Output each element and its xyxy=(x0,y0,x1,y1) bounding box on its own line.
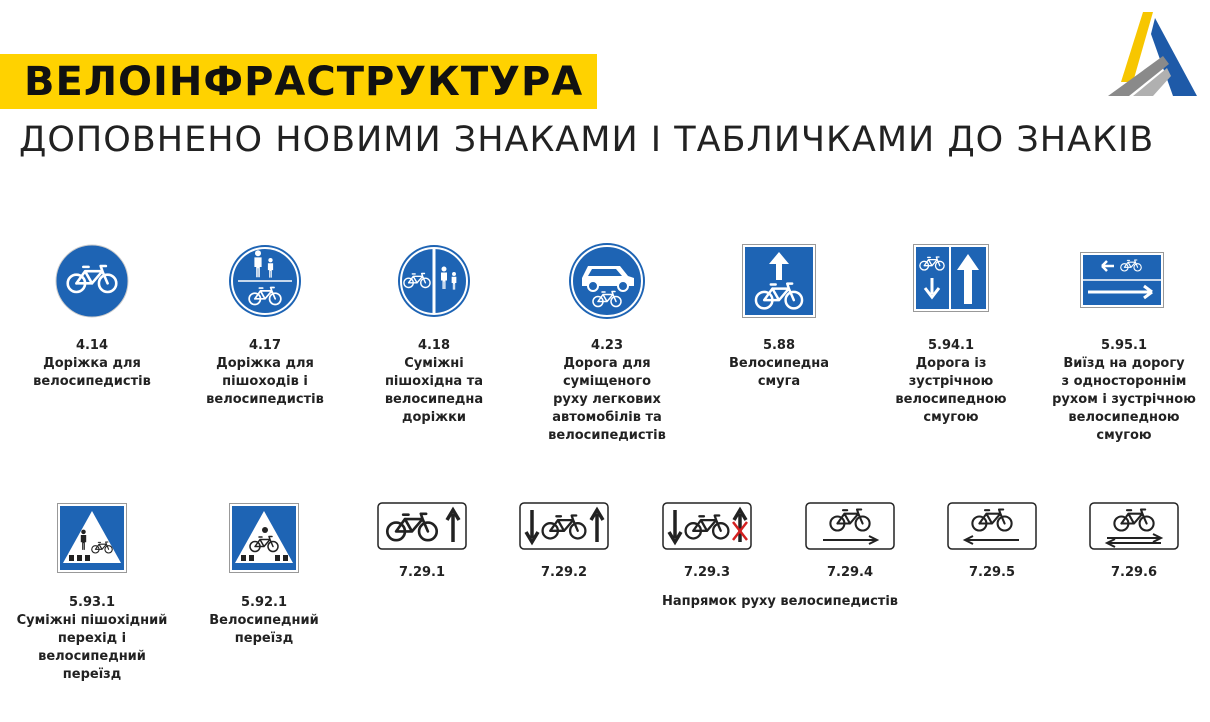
bicycle-right-arrow-plate xyxy=(805,502,895,550)
bicycle-both-arrows-plate xyxy=(1089,502,1179,550)
contraflow-bicycle-lane-sign xyxy=(913,244,989,312)
sign-description: Велосипедний переїзд xyxy=(209,613,319,646)
page-subtitle: ДОПОВНЕНО НОВИМИ ЗНАКАМИ І ТАБЛИЧКАМИ ДО ЗНАКІВ xyxy=(19,120,1155,160)
pedestrian-bicycle-path-round-sign xyxy=(228,244,302,318)
plate-code: 7.29.1 xyxy=(398,565,446,580)
bicycle-two-way-plate xyxy=(519,502,609,550)
sign-code: 5.88 xyxy=(762,338,796,353)
sign-code: 4.17 xyxy=(248,338,282,353)
plate-code: 7.29.6 xyxy=(1110,565,1158,580)
one-way-contraflow-bicycle-sign xyxy=(1080,252,1164,308)
plates-caption: Напрямок руху велосипедистів xyxy=(662,594,898,609)
sign-code: 5.94.1 xyxy=(927,338,975,353)
sign-code: 4.18 xyxy=(417,338,451,353)
bicycle-left-arrow-plate xyxy=(947,502,1037,550)
pedestrian-bicycle-crossing-sign xyxy=(57,503,127,573)
bicycle-lane-square-sign xyxy=(742,244,816,318)
bicycle-two-way-crossed-plate xyxy=(662,502,752,550)
sign-code: 4.14 xyxy=(75,338,109,353)
sign-code: 5.92.1 xyxy=(240,595,288,610)
sign-code: 5.95.1 xyxy=(1100,338,1148,353)
car-bicycle-road-round-sign xyxy=(568,242,646,320)
sign-code: 5.93.1 xyxy=(68,595,116,610)
sign-description: Велосипедна смуга xyxy=(728,356,830,389)
plate-code: 7.29.5 xyxy=(968,565,1016,580)
split-pedestrian-bicycle-path-round-sign xyxy=(397,244,471,318)
sign-caption-4-14 xyxy=(20,337,164,391)
sign-caption-5-93-1 xyxy=(14,594,170,684)
agency-logo-icon xyxy=(1103,12,1197,96)
sign-caption-4-18 xyxy=(362,337,506,427)
sign-caption-5-92-1 xyxy=(190,594,338,648)
sign-caption-5-88 xyxy=(707,337,851,391)
sign-code: 4.23 xyxy=(590,338,624,353)
sign-description: Суміжні пішохідний перехід і велосипедний переїзд xyxy=(16,613,168,682)
sign-description: Дорога для суміщеного руху легкових автомобілів та велосипедистів xyxy=(548,356,666,443)
sign-description: Доріжка для велосипедистів xyxy=(33,356,151,389)
bicycle-path-round-sign xyxy=(55,244,129,318)
bicycle-crossing-sign xyxy=(229,503,299,573)
sign-description: Суміжні пішохідна та велосипедна доріжки xyxy=(384,356,484,425)
sign-caption-5-94-1 xyxy=(876,337,1026,427)
sign-description: Доріжка для пішоходів і велосипедистів xyxy=(206,356,324,407)
sign-caption-4-17 xyxy=(185,337,345,409)
page-title: ВЕЛОІНФРАСТРУКТУРА xyxy=(24,59,584,105)
plate-code: 7.29.2 xyxy=(540,565,588,580)
sign-description: Виїзд на дорогу з одностороннім рухом і зустрічною велосипедною смугою xyxy=(1052,356,1196,443)
bicycle-up-arrow-plate xyxy=(377,502,467,550)
plate-code: 7.29.4 xyxy=(826,565,874,580)
sign-caption-5-95-1 xyxy=(1050,337,1198,445)
sign-caption-4-23 xyxy=(530,337,684,445)
plate-code: 7.29.3 xyxy=(683,565,731,580)
sign-description: Дорога із зустрічною велосипедною смугою xyxy=(895,356,1007,425)
